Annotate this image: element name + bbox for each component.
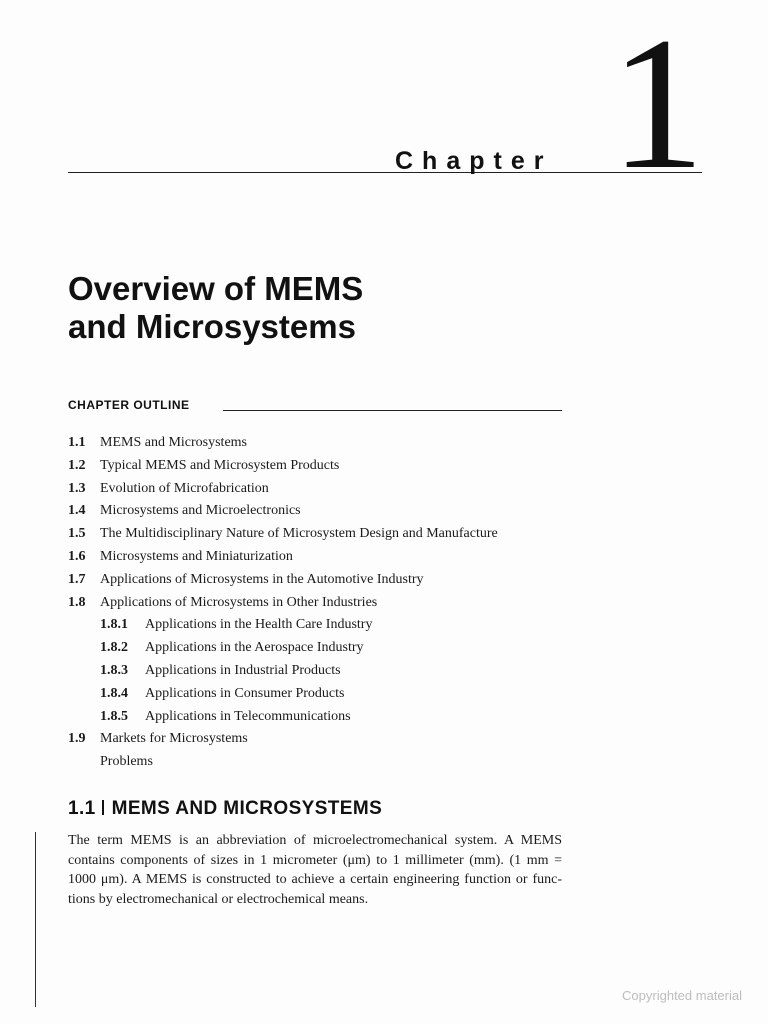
outline-item	[68, 751, 588, 774]
chapter-outline-list	[68, 432, 588, 774]
outline-item	[68, 592, 588, 615]
outline-item-number: 1.6	[68, 548, 86, 564]
outline-item-number: 1.5	[68, 526, 86, 542]
outline-item-text: Applications in the Health Care Industry	[145, 617, 373, 633]
outline-item	[68, 455, 588, 478]
outline-subitem	[68, 683, 588, 706]
outline-item-text: Markets for Microsystems	[100, 731, 248, 747]
outline-item	[68, 569, 588, 592]
outline-item-text: Problems	[100, 754, 153, 770]
outline-item-number: 1.8.5	[100, 708, 128, 724]
body-line: contains components of sizes in 1 micrometer (μm) to 1 millimeter (mm). (1 mm =	[68, 852, 562, 868]
outline-item	[68, 500, 588, 523]
chapter-title	[68, 270, 363, 346]
outline-item-text: MEMS and Microsystems	[100, 435, 247, 450]
section-divider	[102, 800, 104, 815]
outline-subitem	[68, 614, 588, 637]
outline-item-number: 1.4	[68, 503, 86, 519]
chapter-title-line-1: Overview of MEMS	[68, 270, 364, 307]
outline-item-text: Evolution of Microfabrication	[100, 480, 269, 496]
body-line: tions by electromechanical or electrochemical means.	[68, 891, 369, 907]
outline-item-text: The Multidisciplinary Nature of Microsystem Design and Manufacture	[100, 526, 498, 542]
outline-item-text: Typical MEMS and Microsystem Products	[100, 457, 340, 473]
outline-item-number: 1.8.3	[100, 662, 128, 678]
outline-item	[68, 728, 588, 751]
outline-item-text: Applications in Consumer Products	[145, 685, 345, 701]
outline-item-text: Applications in Telecommunications	[145, 708, 351, 724]
outline-item-number: 1.8	[68, 594, 86, 610]
outline-item	[68, 478, 588, 501]
section-body-paragraph	[68, 831, 562, 909]
section-heading	[68, 798, 382, 820]
outline-item-number: 1.1	[68, 435, 86, 450]
outline-item	[68, 523, 588, 546]
chapter-outline-header	[68, 398, 562, 414]
outline-item-number: 1.7	[68, 571, 86, 587]
outline-item-text: Applications of Microsystems in the Automotive Industry	[100, 571, 424, 587]
outline-subitem	[68, 637, 588, 660]
chapter-outline-heading: CHAPTER OUTLINE	[68, 398, 190, 412]
outline-item-text: Microsystems and Miniaturization	[100, 548, 293, 564]
outline-item-text: Applications in the Aerospace Industry	[145, 640, 364, 656]
section-number: 1.1	[68, 798, 96, 819]
outline-item-number: 1.3	[68, 480, 86, 496]
chapter-number: 1	[610, 0, 705, 209]
outline-item	[68, 432, 588, 455]
body-line: The term MEMS is an abbreviation of microelectromechanical system. A MEMS	[68, 833, 562, 848]
section-title: MEMS AND MICROSYSTEMS	[111, 798, 383, 819]
chapter-outline-rule	[223, 410, 562, 411]
chapter-title-line-2: and Microsystems	[68, 308, 356, 345]
outline-item-number: 1.9	[68, 731, 86, 747]
outline-item-number: 1.2	[68, 457, 86, 473]
outline-item-text: Applications of Microsystems in Other Industries	[100, 594, 378, 610]
copyright-watermark: Copyrighted material	[622, 988, 742, 1003]
outline-item-number: 1.8.1	[100, 617, 128, 633]
margin-line	[35, 832, 36, 1007]
outline-item-number: 1.8.2	[100, 640, 128, 656]
outline-item	[68, 546, 588, 569]
chapter-label: Chapter	[395, 147, 553, 175]
chapter-rule	[68, 172, 702, 173]
outline-item-number: 1.8.4	[100, 685, 128, 701]
outline-item-text: Applications in Industrial Products	[145, 662, 341, 678]
outline-subitem	[68, 660, 588, 683]
outline-item-text: Microsystems and Microelectronics	[100, 503, 301, 519]
outline-subitem	[68, 706, 588, 729]
body-line: 1000 μm). A MEMS is constructed to achieve a certain engineering function or func-	[68, 872, 562, 887]
